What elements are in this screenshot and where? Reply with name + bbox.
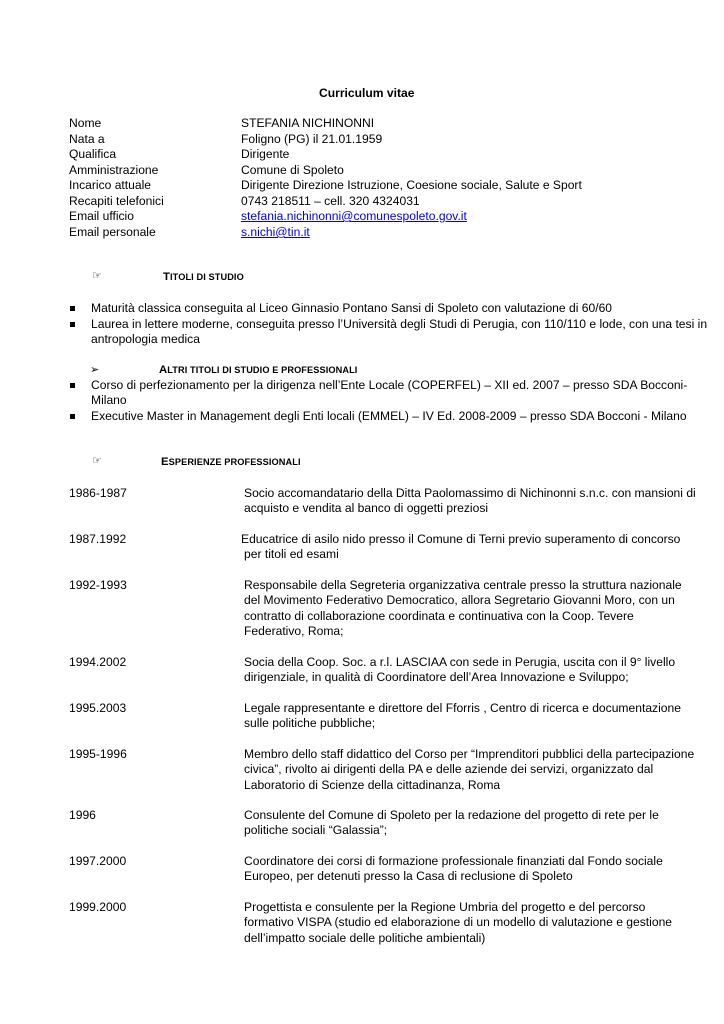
pointing-hand-icon: ☞: [92, 270, 102, 282]
section-heading-initial: E: [161, 456, 169, 468]
experience-line: Educatrice di asilo nido presso il Comune di Terni previo superamento di concorso: [241, 532, 681, 546]
experience-line: del Movimento Federativo Democratico, allora Segretario Giovanni Moro, con un: [244, 593, 675, 607]
info-label-personal-email: Email personale: [69, 225, 156, 239]
arrowhead-icon: ➢: [90, 364, 100, 376]
experience-line: Responsabile della Segreteria organizzativa centrale presso la struttura nazionale: [244, 578, 682, 592]
document-title: Curriculum vitae: [319, 86, 415, 100]
experience-year: 1995-1996: [69, 747, 127, 761]
experience-line: Federativo, Roma;: [244, 624, 344, 638]
experience-line: politiche sociali “Galassia”;: [244, 823, 388, 837]
info-value-birth: Foligno (PG) il 21.01.1959: [241, 132, 383, 146]
study-item: Laurea in lettere moderne, conseguita presso l’Università degli Studi di Perugia, con 110/110 e lode, con una tesi in: [91, 317, 708, 331]
study-item-continuation: antropologia medica: [91, 332, 200, 346]
experience-line: Legale rappresentante e direttore del Fforris , Centro di ricerca e documentazione: [244, 701, 681, 715]
experience-year: 1995.2003: [69, 701, 127, 715]
info-label-role: Incarico attuale: [69, 178, 152, 192]
info-label-phone: Recapiti telefonici: [69, 194, 164, 208]
training-item-continuation: Milano: [91, 393, 127, 407]
info-value-name: STEFANIA NICHINONNI: [241, 116, 375, 130]
experience-line: Europeo, per detenuti presso la Casa di reclusione di Spoleto: [244, 869, 573, 883]
personal-email-link[interactable]: s.nichi@tin.it: [241, 225, 310, 239]
section-heading-initial: T: [163, 271, 171, 283]
experience-line: Progettista e consulente per la Regione Umbria del progetto e del percorso: [244, 900, 646, 914]
section-heading-rest: LTRI TITOLI DI STUDIO E PROFESSIONALI: [167, 365, 358, 375]
pointing-hand-icon: ☞: [92, 455, 102, 467]
experience-year: 1999.2000: [69, 900, 127, 914]
experience-year: 1986-1987: [69, 486, 127, 500]
info-label-office-email: Email ufficio: [69, 209, 134, 223]
section-heading-esperienze: [161, 455, 301, 471]
experience-line: sulle politiche pubbliche;: [244, 716, 376, 730]
bullet-square-icon: [70, 306, 75, 311]
info-value-role: Dirigente Direzione Istruzione, Coesione sociale, Salute e Sport: [241, 178, 582, 192]
experience-line: Laboratorio di Scienze della cittadinanza, Roma: [244, 778, 501, 792]
section-heading-rest: SPERIENZE PROFESSIONALI: [168, 457, 301, 467]
section-heading-altri: [159, 363, 357, 379]
study-item: Maturità classica conseguita al Liceo Ginnasio Pontano Sansi di Spoleto con valutazione di 60/60: [91, 301, 613, 315]
bullet-square-icon: [70, 414, 75, 419]
info-label-qualification: Qualifica: [69, 147, 117, 161]
section-heading-titoli: [163, 270, 244, 286]
experience-line: formativo VISPA (studio ed elaborazione di un modello di valutazione e gestione: [244, 915, 673, 929]
info-label-administration: Amministrazione: [69, 163, 159, 177]
experience-line: civica”, rivolto ai dirigenti della PA e delle aziende dei servizi, organizzato dal: [244, 762, 654, 776]
section-heading-rest: ITOLI DI STUDIO: [170, 272, 244, 282]
experience-line: Socio accomandatario della Ditta Paolomassimo di Nichinonni s.n.c. con mansioni di: [244, 486, 696, 500]
experience-year: 1987.1992: [69, 532, 127, 546]
experience-year: 1994.2002: [69, 655, 127, 669]
experience-line: per titoli ed esami: [244, 547, 339, 561]
experience-year: 1997.2000: [69, 854, 127, 868]
experience-year: 1996: [69, 808, 96, 822]
experience-line: Socia della Coop. Soc. a r.l. LASCIAA con sede in Perugia, uscita con il 9° livello: [244, 655, 676, 669]
experience-line: Consulente del Comune di Spoleto per la redazione del progetto di rete per le: [244, 808, 659, 822]
info-label-birth: Nata a: [69, 132, 105, 146]
bullet-square-icon: [70, 322, 75, 327]
experience-line: dirigenziale, in qualità di Coordinatore dell’Area Innovazione e Sviluppo;: [244, 670, 629, 684]
experience-line: contratto di collaborazione coordinata e continuativa con la Coop. Tevere: [244, 609, 634, 623]
experience-year: 1992-1993: [69, 578, 127, 592]
training-item: Executive Master in Management degli Enti locali (EMMEL) – IV Ed. 2008-2009 – presso SDA Bocconi - Milano: [91, 409, 687, 423]
experience-line: dell’impatto sociale delle politiche ambientali): [244, 931, 486, 945]
bullet-square-icon: [70, 383, 75, 388]
office-email-link[interactable]: stefania.nichinonni@comunespoleto.gov.it: [241, 209, 467, 223]
experience-line: acquisto e vendita al banco di oggetti preziosi: [244, 501, 489, 515]
section-heading-initial: A: [159, 364, 168, 376]
info-label-name: Nome: [69, 116, 102, 130]
experience-line: Coordinatore dei corsi di formazione professionale finanziati dal Fondo sociale: [244, 854, 663, 868]
info-value-qualification: Dirigente: [241, 147, 290, 161]
info-value-phone: 0743 218511 – cell. 320 4324031: [241, 194, 420, 208]
training-item: Corso di perfezionamento per la dirigenza nell’Ente Locale (COPERFEL) – XII ed. 2007 – presso SDA Bocconi-: [91, 378, 688, 392]
experience-line: Membro dello staff didattico del Corso per “Imprenditori pubblici della partecipazione: [244, 747, 695, 761]
info-value-administration: Comune di Spoleto: [241, 163, 344, 177]
